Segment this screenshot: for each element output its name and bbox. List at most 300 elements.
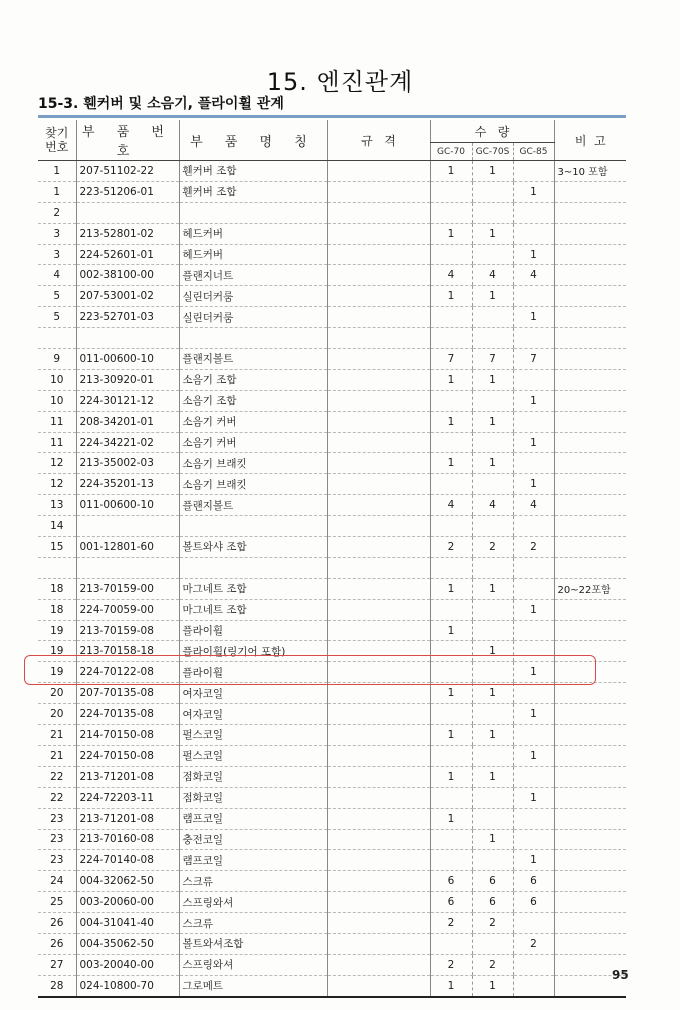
cell-no: 26 — [38, 933, 76, 954]
cell-part-number: 004-35062-50 — [76, 933, 179, 954]
cell-qty-model-3: 1 — [513, 432, 554, 453]
col-header-qty-model-1: GC-70 — [430, 143, 472, 161]
cell-qty-model-1: 2 — [430, 537, 472, 558]
cell-part-name — [179, 328, 327, 349]
table-row — [38, 871, 626, 892]
table-row — [38, 725, 626, 746]
cell-qty-model-1: 1 — [430, 161, 472, 182]
cell-spec — [327, 913, 430, 934]
cell-part-number: 214-70150-08 — [76, 725, 179, 746]
cell-qty-model-3: 1 — [513, 787, 554, 808]
cell-qty-model-3 — [513, 453, 554, 474]
cell-no: 24 — [38, 871, 76, 892]
cell-spec — [327, 557, 430, 578]
table-row — [38, 411, 626, 432]
cell-spec — [327, 871, 430, 892]
table-row — [38, 766, 626, 787]
cell-spec — [327, 390, 430, 411]
cell-qty-model-1: 1 — [430, 411, 472, 432]
cell-no: 18 — [38, 599, 76, 620]
cell-remarks — [554, 369, 626, 390]
cell-qty-model-3: 1 — [513, 745, 554, 766]
cell-no: 15 — [38, 537, 76, 558]
cell-spec — [327, 808, 430, 829]
parts-table — [38, 120, 626, 998]
cell-qty-model-2: 1 — [472, 725, 513, 746]
cell-part-name: 램프코일 — [179, 850, 327, 871]
cell-no: 5 — [38, 307, 76, 328]
cell-part-name: 점화코일 — [179, 787, 327, 808]
cell-remarks — [554, 557, 626, 578]
table-row — [38, 850, 626, 871]
cell-qty-model-1: 6 — [430, 871, 472, 892]
cell-qty-model-2 — [472, 181, 513, 202]
table-row — [38, 202, 626, 223]
cell-qty-model-1 — [430, 829, 472, 850]
cell-qty-model-2: 1 — [472, 286, 513, 307]
cell-qty-model-3 — [513, 286, 554, 307]
table-row — [38, 808, 626, 829]
cell-qty-model-3 — [513, 683, 554, 704]
cell-part-number: 213-70159-08 — [76, 620, 179, 641]
cell-no: 10 — [38, 390, 76, 411]
cell-qty-model-1 — [430, 181, 472, 202]
cell-qty-model-1: 2 — [430, 954, 472, 975]
cell-qty-model-1 — [430, 850, 472, 871]
table-row — [38, 181, 626, 202]
cell-part-name: 스크류 — [179, 913, 327, 934]
cell-qty-model-2: 4 — [472, 495, 513, 516]
cell-part-name — [179, 557, 327, 578]
cell-part-number: 207-51102-22 — [76, 161, 179, 182]
cell-part-number: 224-70135-08 — [76, 704, 179, 725]
cell-qty-model-3: 7 — [513, 349, 554, 370]
cell-qty-model-1 — [430, 787, 472, 808]
cell-qty-model-3: 1 — [513, 850, 554, 871]
cell-part-number: 207-53001-02 — [76, 286, 179, 307]
cell-part-number: 224-70140-08 — [76, 850, 179, 871]
cell-spec — [327, 725, 430, 746]
cell-qty-model-2 — [472, 704, 513, 725]
cell-qty-model-2 — [472, 808, 513, 829]
cell-qty-model-1: 1 — [430, 223, 472, 244]
cell-part-name: 소음기 커버 — [179, 411, 327, 432]
cell-part-name: 플랜지볼트 — [179, 349, 327, 370]
cell-spec — [327, 892, 430, 913]
cell-spec — [327, 787, 430, 808]
cell-remarks — [554, 620, 626, 641]
cell-no: 4 — [38, 265, 76, 286]
cell-qty-model-3: 4 — [513, 265, 554, 286]
table-row — [38, 516, 626, 537]
cell-part-name: 펄스코일 — [179, 725, 327, 746]
cell-remarks: 20~22포함 — [554, 578, 626, 599]
cell-no: 1 — [38, 161, 76, 182]
cell-no — [38, 557, 76, 578]
cell-part-name — [179, 516, 327, 537]
cell-spec — [327, 933, 430, 954]
cell-part-number: 001-12801-60 — [76, 537, 179, 558]
cell-no: 27 — [38, 954, 76, 975]
cell-no: 10 — [38, 369, 76, 390]
cell-qty-model-1 — [430, 432, 472, 453]
cell-no: 21 — [38, 725, 76, 746]
cell-qty-model-2: 1 — [472, 223, 513, 244]
cell-remarks — [554, 265, 626, 286]
cell-part-name: 헤드커버 — [179, 244, 327, 265]
table-row — [38, 704, 626, 725]
cell-qty-model-3: 1 — [513, 307, 554, 328]
table-row — [38, 578, 626, 599]
table-row — [38, 787, 626, 808]
cell-no: 22 — [38, 787, 76, 808]
cell-remarks: 3~10 포함 — [554, 161, 626, 182]
cell-part-name: 소음기 조합 — [179, 390, 327, 411]
cell-spec — [327, 620, 430, 641]
cell-part-number — [76, 202, 179, 223]
cell-no: 22 — [38, 766, 76, 787]
table-row — [38, 223, 626, 244]
cell-part-number: 223-51206-01 — [76, 181, 179, 202]
cell-qty-model-2 — [472, 432, 513, 453]
cell-part-number: 223-52701-03 — [76, 307, 179, 328]
cell-no: 26 — [38, 913, 76, 934]
cell-part-number: 003-20040-00 — [76, 954, 179, 975]
cell-remarks — [554, 871, 626, 892]
cell-qty-model-1 — [430, 328, 472, 349]
table-row — [38, 557, 626, 578]
cell-qty-model-3 — [513, 161, 554, 182]
cell-no: 23 — [38, 829, 76, 850]
col-header-part-name: 부 품 명 칭 — [179, 120, 327, 161]
table-row — [38, 954, 626, 975]
cell-spec — [327, 683, 430, 704]
cell-part-number: 213-71201-08 — [76, 766, 179, 787]
cell-remarks — [554, 286, 626, 307]
cell-qty-model-1: 1 — [430, 683, 472, 704]
cell-part-number: 224-70122-08 — [76, 662, 179, 683]
cell-part-number: 213-52801-02 — [76, 223, 179, 244]
cell-spec — [327, 223, 430, 244]
cell-remarks — [554, 913, 626, 934]
cell-spec — [327, 161, 430, 182]
page-number: 95 — [612, 968, 629, 982]
table-body — [38, 161, 626, 997]
cell-part-name — [179, 202, 327, 223]
cell-spec — [327, 181, 430, 202]
cell-remarks — [554, 453, 626, 474]
table-row — [38, 933, 626, 954]
cell-qty-model-2: 1 — [472, 829, 513, 850]
cell-qty-model-3: 1 — [513, 704, 554, 725]
cell-part-name: 플랜지볼트 — [179, 495, 327, 516]
cell-part-name: 소음기 브래킷 — [179, 453, 327, 474]
cell-remarks — [554, 766, 626, 787]
cell-part-name: 볼트와셔조합 — [179, 933, 327, 954]
cell-qty-model-1: 1 — [430, 578, 472, 599]
table-row — [38, 975, 626, 996]
cell-qty-model-2 — [472, 787, 513, 808]
cell-part-name: 점화코일 — [179, 766, 327, 787]
cell-no: 20 — [38, 683, 76, 704]
cell-qty-model-2: 1 — [472, 161, 513, 182]
cell-part-name: 볼트와샤 조합 — [179, 537, 327, 558]
cell-qty-model-1: 4 — [430, 495, 472, 516]
cell-no: 9 — [38, 349, 76, 370]
cell-qty-model-2: 7 — [472, 349, 513, 370]
cell-no: 28 — [38, 975, 76, 996]
table-row — [38, 913, 626, 934]
cell-qty-model-1 — [430, 704, 472, 725]
cell-qty-model-1: 2 — [430, 913, 472, 934]
cell-remarks — [554, 181, 626, 202]
cell-no: 19 — [38, 620, 76, 641]
cell-no: 23 — [38, 850, 76, 871]
cell-no: 21 — [38, 745, 76, 766]
table-row — [38, 537, 626, 558]
table-row — [38, 307, 626, 328]
cell-qty-model-3: 1 — [513, 662, 554, 683]
table-row — [38, 265, 626, 286]
cell-qty-model-3: 1 — [513, 244, 554, 265]
cell-part-name: 마그네트 조합 — [179, 578, 327, 599]
cell-no: 11 — [38, 432, 76, 453]
cell-qty-model-3 — [513, 223, 554, 244]
cell-part-name: 플랜지너트 — [179, 265, 327, 286]
cell-remarks — [554, 892, 626, 913]
table-row — [38, 161, 626, 182]
table-header — [38, 120, 626, 161]
cell-no: 13 — [38, 495, 76, 516]
cell-remarks — [554, 704, 626, 725]
cell-spec — [327, 328, 430, 349]
cell-remarks — [554, 495, 626, 516]
cell-part-number: 224-72203-11 — [76, 787, 179, 808]
cell-part-number: 208-34201-01 — [76, 411, 179, 432]
cell-part-name: 헤드커버 — [179, 223, 327, 244]
cell-qty-model-3 — [513, 641, 554, 662]
cell-qty-model-2 — [472, 620, 513, 641]
cell-remarks — [554, 244, 626, 265]
cell-no: 19 — [38, 641, 76, 662]
cell-remarks — [554, 933, 626, 954]
cell-qty-model-1 — [430, 745, 472, 766]
cell-qty-model-1: 7 — [430, 349, 472, 370]
cell-part-name: 마그네트 조합 — [179, 599, 327, 620]
cell-qty-model-1 — [430, 516, 472, 537]
cell-part-number: 207-70135-08 — [76, 683, 179, 704]
col-header-qty-model-2: GC-70S — [472, 143, 513, 161]
cell-part-name: 여자코일 — [179, 704, 327, 725]
cell-part-name: 휀커버 조합 — [179, 161, 327, 182]
cell-part-name: 스프링와셔 — [179, 892, 327, 913]
cell-spec — [327, 244, 430, 265]
cell-remarks — [554, 307, 626, 328]
cell-no: 1 — [38, 181, 76, 202]
cell-spec — [327, 704, 430, 725]
page-title: 15. 엔진관계 — [266, 68, 414, 96]
cell-part-number: 224-70150-08 — [76, 745, 179, 766]
cell-qty-model-1: 1 — [430, 766, 472, 787]
cell-spec — [327, 829, 430, 850]
cell-part-name: 실린더커룸 — [179, 286, 327, 307]
cell-part-number: 213-70159-00 — [76, 578, 179, 599]
cell-qty-model-1: 1 — [430, 369, 472, 390]
cell-remarks — [554, 349, 626, 370]
cell-remarks — [554, 850, 626, 871]
table-row — [38, 244, 626, 265]
cell-spec — [327, 766, 430, 787]
cell-qty-model-3: 6 — [513, 892, 554, 913]
cell-part-name: 플라이휠(링기어 포함) — [179, 641, 327, 662]
cell-qty-model-2 — [472, 662, 513, 683]
cell-part-number: 213-71201-08 — [76, 808, 179, 829]
cell-remarks — [554, 432, 626, 453]
cell-remarks — [554, 683, 626, 704]
cell-qty-model-2 — [472, 328, 513, 349]
cell-qty-model-1 — [430, 641, 472, 662]
cell-qty-model-3: 1 — [513, 390, 554, 411]
cell-remarks — [554, 474, 626, 495]
cell-qty-model-2 — [472, 850, 513, 871]
cell-no: 3 — [38, 223, 76, 244]
cell-part-name: 실린더커룸 — [179, 307, 327, 328]
cell-part-name: 플라이휠 — [179, 662, 327, 683]
cell-part-name: 스프링와셔 — [179, 954, 327, 975]
cell-qty-model-2: 6 — [472, 871, 513, 892]
cell-qty-model-2 — [472, 933, 513, 954]
cell-part-number: 224-30121-12 — [76, 390, 179, 411]
cell-qty-model-2 — [472, 599, 513, 620]
cell-qty-model-3: 1 — [513, 181, 554, 202]
cell-qty-model-1 — [430, 933, 472, 954]
cell-qty-model-3 — [513, 557, 554, 578]
cell-spec — [327, 349, 430, 370]
cell-no: 20 — [38, 704, 76, 725]
cell-no: 12 — [38, 474, 76, 495]
table-row — [38, 495, 626, 516]
cell-remarks — [554, 745, 626, 766]
col-header-no: 찾기 번호 — [38, 120, 76, 161]
cell-qty-model-2: 1 — [472, 975, 513, 996]
cell-part-number: 004-31041-40 — [76, 913, 179, 934]
col-header-qty: 수 량 — [430, 120, 554, 143]
cell-qty-model-2: 1 — [472, 411, 513, 432]
table-row — [38, 892, 626, 913]
table-row — [38, 349, 626, 370]
cell-remarks — [554, 599, 626, 620]
cell-part-number: 003-20060-00 — [76, 892, 179, 913]
cell-no: 12 — [38, 453, 76, 474]
cell-qty-model-1 — [430, 474, 472, 495]
cell-qty-model-2 — [472, 474, 513, 495]
col-header-spec: 규 격 — [327, 120, 430, 161]
table-row — [38, 432, 626, 453]
cell-qty-model-2 — [472, 390, 513, 411]
cell-qty-model-3: 6 — [513, 871, 554, 892]
table-row — [38, 641, 626, 662]
cell-qty-model-1 — [430, 390, 472, 411]
cell-qty-model-2: 1 — [472, 766, 513, 787]
cell-qty-model-3 — [513, 954, 554, 975]
cell-spec — [327, 578, 430, 599]
cell-qty-model-2: 6 — [472, 892, 513, 913]
cell-spec — [327, 954, 430, 975]
cell-qty-model-1: 1 — [430, 725, 472, 746]
cell-qty-model-3: 1 — [513, 599, 554, 620]
cell-no: 3 — [38, 244, 76, 265]
cell-part-number: 224-70059-00 — [76, 599, 179, 620]
section-subtitle: 15-3. 휀커버 및 소음기, 플라이휠 관계 — [38, 96, 284, 112]
cell-remarks — [554, 390, 626, 411]
cell-remarks — [554, 202, 626, 223]
cell-spec — [327, 516, 430, 537]
cell-part-number — [76, 516, 179, 537]
cell-spec — [327, 537, 430, 558]
cell-part-number: 213-30920-01 — [76, 369, 179, 390]
cell-spec — [327, 662, 430, 683]
cell-part-name: 플라이휠 — [179, 620, 327, 641]
table-row — [38, 474, 626, 495]
table-row — [38, 453, 626, 474]
cell-spec — [327, 495, 430, 516]
cell-qty-model-2: 2 — [472, 913, 513, 934]
cell-qty-model-3 — [513, 578, 554, 599]
cell-part-number: 224-34221-02 — [76, 432, 179, 453]
cell-part-number: 004-32062-50 — [76, 871, 179, 892]
cell-qty-model-3: 2 — [513, 933, 554, 954]
cell-no: 2 — [38, 202, 76, 223]
cell-qty-model-1: 1 — [430, 975, 472, 996]
cell-no — [38, 328, 76, 349]
cell-no: 18 — [38, 578, 76, 599]
cell-qty-model-2 — [472, 557, 513, 578]
table-row — [38, 620, 626, 641]
col-header-qty-model-3: GC-85 — [513, 143, 554, 161]
cell-part-number: 224-35201-13 — [76, 474, 179, 495]
cell-qty-model-3 — [513, 516, 554, 537]
cell-qty-model-3 — [513, 913, 554, 934]
cell-qty-model-3 — [513, 620, 554, 641]
cell-remarks — [554, 537, 626, 558]
cell-part-number — [76, 557, 179, 578]
cell-qty-model-3 — [513, 829, 554, 850]
cell-part-name: 여자코일 — [179, 683, 327, 704]
cell-qty-model-2: 1 — [472, 453, 513, 474]
cell-part-name: 소음기 브래킷 — [179, 474, 327, 495]
cell-spec — [327, 286, 430, 307]
cell-remarks — [554, 787, 626, 808]
header-rule — [38, 115, 626, 118]
cell-qty-model-1: 1 — [430, 453, 472, 474]
cell-no: 5 — [38, 286, 76, 307]
cell-spec — [327, 411, 430, 432]
cell-qty-model-1: 1 — [430, 620, 472, 641]
cell-qty-model-1: 1 — [430, 286, 472, 307]
cell-qty-model-2: 2 — [472, 537, 513, 558]
cell-qty-model-3 — [513, 766, 554, 787]
table-row — [38, 662, 626, 683]
cell-part-name: 펄스코일 — [179, 745, 327, 766]
table-row — [38, 286, 626, 307]
cell-qty-model-2 — [472, 202, 513, 223]
col-header-part-number: 부 품 번 호 — [76, 120, 179, 161]
cell-remarks — [554, 662, 626, 683]
cell-spec — [327, 474, 430, 495]
cell-qty-model-1 — [430, 244, 472, 265]
cell-no: 25 — [38, 892, 76, 913]
cell-qty-model-3 — [513, 808, 554, 829]
